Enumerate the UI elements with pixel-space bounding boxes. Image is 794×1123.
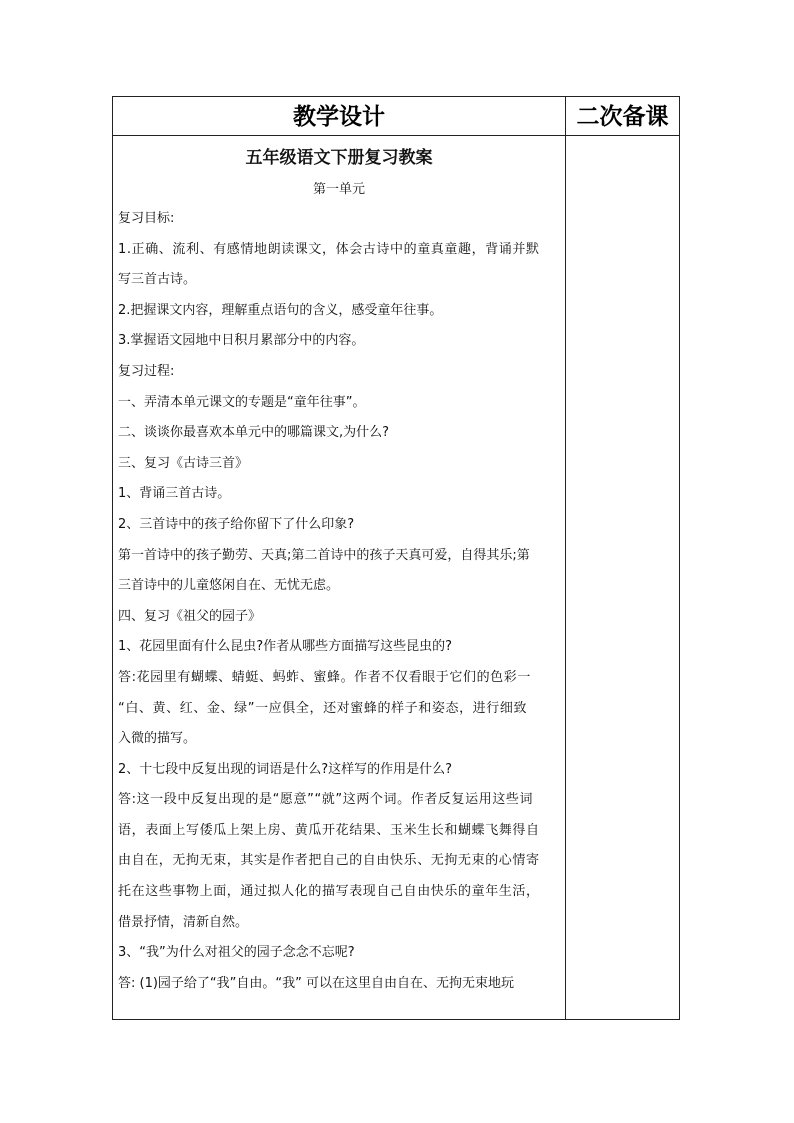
- text-line: 三、复习《古诗三首》: [118, 455, 249, 471]
- text-line: 复习目标:: [118, 211, 175, 226]
- header-second-prep: 二次备课: [576, 104, 669, 130]
- lesson-content: [118, 136, 560, 999]
- text-line: 三首诗中的儿童悠闲自在、无忧无虑。: [118, 578, 340, 594]
- text-line: 3、“我”为什么对祖父的园子念念不忘呢?: [118, 945, 355, 961]
- document-title: 五年级语文下册复习教案: [245, 148, 433, 168]
- text-line: 1、背诵三首古诗。: [118, 486, 231, 502]
- header-teaching-design: 教学设计: [293, 104, 385, 130]
- text-line: 借景抒情，清新自然。: [118, 914, 249, 930]
- text-line: 由自在，无拘无束，其实是作者把自己的自由快乐、无拘无束的心情寄: [118, 853, 540, 869]
- text-line: 写三首古诗。: [118, 272, 197, 288]
- unit-heading: 第一单元: [312, 182, 365, 197]
- text-line: 2.把握课文内容，理解重点语句的含义，感受童年往事。: [118, 302, 443, 318]
- lesson-plan-table: [112, 96, 680, 1020]
- text-line: 二、谈谈你最喜欢本单元中的哪篇课文,为什么?: [118, 425, 390, 441]
- text-line: 3.掌握语文园地中日积月累部分中的内容。: [118, 333, 365, 349]
- text-line: 答:这一段中反复出现的是“愿意”“就”这两个词。作者反复运用这些词: [118, 792, 534, 808]
- text-line: 托在这些事物上面，通过拟人化的描写表现自己自由快乐的童年生活，: [118, 884, 540, 900]
- column-divider: [565, 97, 566, 1019]
- text-line: 入微的描写。: [118, 731, 197, 747]
- text-line: 2、三首诗中的孩子给你留下了什么印象?: [118, 516, 355, 532]
- text-line: 2、十七段中反复出现的词语是什么?这样写的作用是什么?: [118, 761, 453, 777]
- text-line: 1.正确、流利、有感情地朗读课文，体会古诗中的童真童趣，背诵并默: [118, 241, 540, 257]
- text-line: 一、弄清本单元课文的专题是“童年往事”。: [118, 394, 366, 410]
- text-line: 第一首诗中的孩子勤劳、天真;第二首诗中的孩子天真可爱，自得其乐;第: [118, 547, 530, 563]
- text-line: 复习过程:: [118, 363, 175, 379]
- text-line: 语，表面上写倭瓜上架上房、黄瓜开花结果、玉米生长和蝴蝶飞舞得自: [118, 822, 540, 838]
- text-line: 四、复习《祖父的园子》: [118, 608, 262, 624]
- text-line: 1、花园里面有什么昆虫?作者从哪些方面描写这些昆虫的?: [118, 639, 453, 655]
- text-line: 答: (1)园子给了“我”自由。“我” 可以在这里自由自在、无拘无束地玩: [118, 975, 514, 991]
- text-line: 答:花园里有蝴蝶、蜻蜓、蚂蚱、蜜蜂。作者不仅看眼于它们的色彩一: [118, 669, 531, 685]
- text-line: “白、黄、红、金、绿”一应俱全，还对蜜蜂的样子和姿态，进行细致: [118, 700, 528, 716]
